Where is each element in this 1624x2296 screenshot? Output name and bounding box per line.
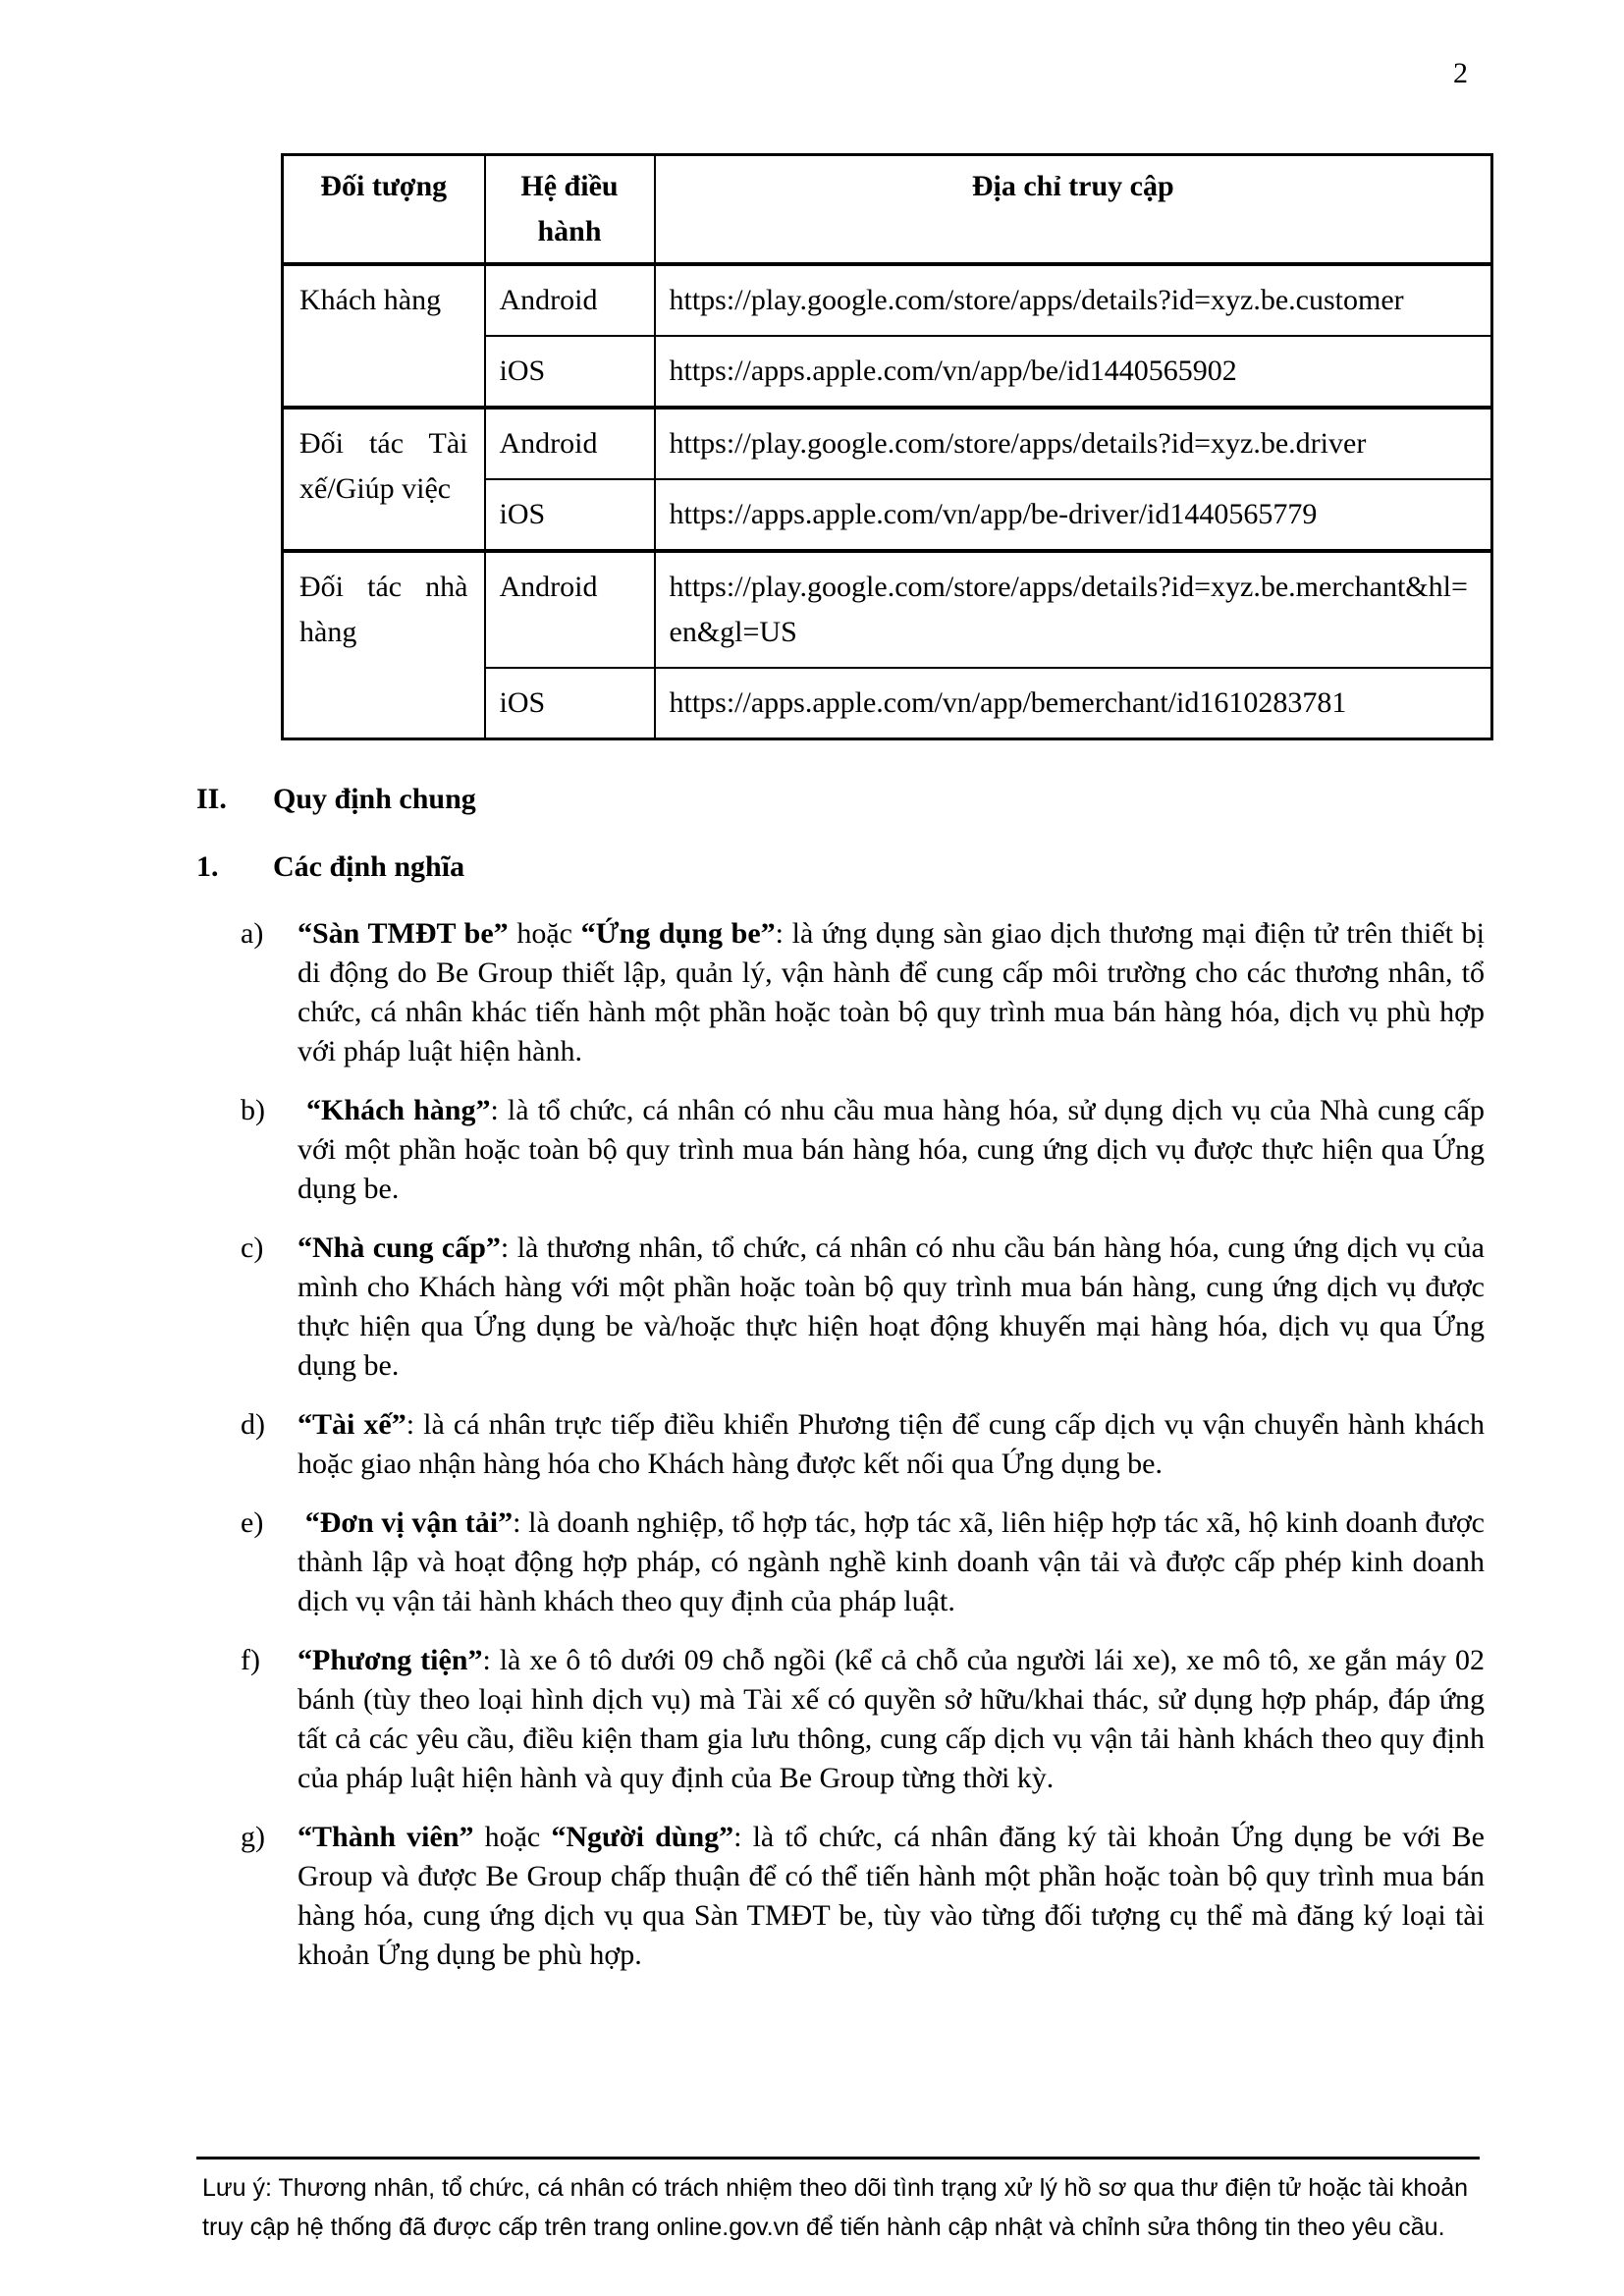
definition-text: “Phương tiện”: là xe ô tô dưới 09 chỗ ngồi (kể cả chỗ của người lái xe), xe mô tô, xe gắn máy 02 bánh (tùy theo loại hình dịch vụ) mà Tài xế có quyền sở hữu/khai thác, sử dụng hợp pháp, đáp ứng tất cả các yêu cầu, điều kiện tham gia lưu thông, cung cấp dịch vụ vận tải hành khách theo quy định của pháp luật hiện hành và quy định của Be Group từng thời kỳ. [298,1644,1485,1794]
footer-note: Lưu ý: Thương nhân, tổ chức, cá nhân có trách nhiệm theo dõi tình trạng xử lý hồ sơ qua thư điện tử hoặc tài khoản truy cập hệ thống đã được cấp trên trang online.gov.vn để tiến hành cập nhật và chỉnh sửa thông tin theo yêu cầu. [202,2174,1469,2241]
definition-item-g [196,1818,1485,1975]
definition-label: f) [241,1644,260,1676]
url-cell: https://play.google.com/store/apps/details?id=xyz.be.merchant&hl=en&gl=US [655,551,1492,668]
url-cell: https://apps.apple.com/vn/app/be-driver/id1440565779 [655,479,1492,551]
os-cell: Android [485,264,655,336]
column-header-subject: Đối tượng [283,155,485,265]
definition-label: g) [241,1821,265,1853]
url-cell: https://apps.apple.com/vn/app/bemerchant/id1610283781 [655,668,1492,739]
os-cell: iOS [485,336,655,408]
definition-label: d) [241,1408,265,1441]
subject-cell: Đối tác Tài xế/Giúp việc [283,408,485,551]
url-cell: https://play.google.com/store/apps/details?id=xyz.be.driver [655,408,1492,479]
subject-cell: Khách hàng [283,264,485,408]
subsection-title: Các định nghĩa [273,850,465,883]
definition-item-e [196,1503,1485,1621]
definition-label: a) [241,917,264,950]
footer-divider [196,2157,1480,2159]
app-links-table [281,153,1493,740]
column-header-url: Địa chỉ truy cập [655,155,1492,265]
os-cell: iOS [485,479,655,551]
definition-label: b) [241,1094,265,1126]
os-cell: Android [485,551,655,668]
definition-text: “Thành viên” hoặc “Người dùng”: là tổ chức, cá nhân đăng ký tài khoản Ứng dụng be với Be Group và được Be Group chấp thuận để có thể tiến hành một phần hoặc toàn bộ quy trình mua bán hàng hóa, cung ứng dịch vụ qua Sàn TMĐT be, tùy vào từng đối tượng cụ thể mà đăng ký loại tài khoản Ứng dụng be phù hợp. [298,1821,1486,1971]
definition-item-f [196,1641,1485,1798]
os-cell: iOS [485,668,655,739]
definition-item-c [196,1229,1485,1386]
definition-text: “Tài xế”: là cá nhân trực tiếp điều khiển Phương tiện để cung cấp dịch vụ vận chuyển hành khách hoặc giao nhận hàng hóa cho Khách hàng được kết nối qua Ứng dụng be. [298,1408,1485,1480]
document-body [196,780,1485,1975]
table-header-row [283,155,1492,265]
table-row [283,408,1492,479]
definition-item-a [196,914,1485,1071]
definition-item-b [196,1091,1485,1209]
table-row [283,551,1492,668]
definitions-list [196,914,1485,1975]
subject-cell: Đối tác nhà hàng [283,551,485,739]
definition-item-d [196,1405,1485,1484]
section-label: II. [196,783,227,815]
definition-label: c) [241,1231,264,1264]
url-cell: https://play.google.com/store/apps/details?id=xyz.be.customer [655,264,1492,336]
os-cell: Android [485,408,655,479]
section-title: Quy định chung [273,783,476,815]
subsection-label: 1. [196,850,219,883]
definition-text: “Khách hàng”: là tổ chức, cá nhân có nhu cầu mua hàng hóa, sử dụng dịch vụ của Nhà cung cấp với một phần hoặc toàn bộ quy trình mua bán hàng hóa, cung ứng dịch vụ được thực hiện qua Ứng dụng be. [298,1094,1486,1205]
definition-text: “Sàn TMĐT be” hoặc “Ứng dụng be”: là ứng dụng sàn giao dịch thương mại điện tử trên thiết bị di động do Be Group thiết lập, quản lý, vận hành để cung cấp môi trường cho các thương nhân, tổ chức, cá nhân khác tiến hành một phần hoặc toàn bộ quy trình mua bán hàng hóa, dịch vụ phù hợp với pháp luật hiện hành. [298,917,1485,1067]
definition-text: “Đơn vị vận tải”: là doanh nghiệp, tổ hợp tác, hợp tác xã, liên hiệp hợp tác xã, hộ kinh doanh được thành lập và hoạt động hợp pháp, có ngành nghề kinh doanh vận tải và được cấp phép kinh doanh dịch vụ vận tải hành khách theo quy định của pháp luật. [298,1506,1485,1617]
page-footer [196,2157,1480,2247]
definition-label: e) [241,1506,264,1539]
url-cell: https://apps.apple.com/vn/app/be/id1440565902 [655,336,1492,408]
table-row [283,264,1492,336]
page-number: 2 [1453,57,1468,89]
column-header-os: Hệ điều hành [485,155,655,265]
subsection-heading-1 [196,847,1485,887]
definition-text: “Nhà cung cấp”: là thương nhân, tổ chức, cá nhân có nhu cầu bán hàng hóa, cung ứng dịch vụ của mình cho Khách hàng với một phần hoặc toàn bộ quy trình mua bán hàng, cung ứng dịch vụ được thực hiện qua Ứng dụng be và/hoặc thực hiện hoạt động khuyến mại hàng hóa, dịch vụ qua Ứng dụng be. [298,1231,1485,1382]
section-heading-ii [196,780,1485,819]
